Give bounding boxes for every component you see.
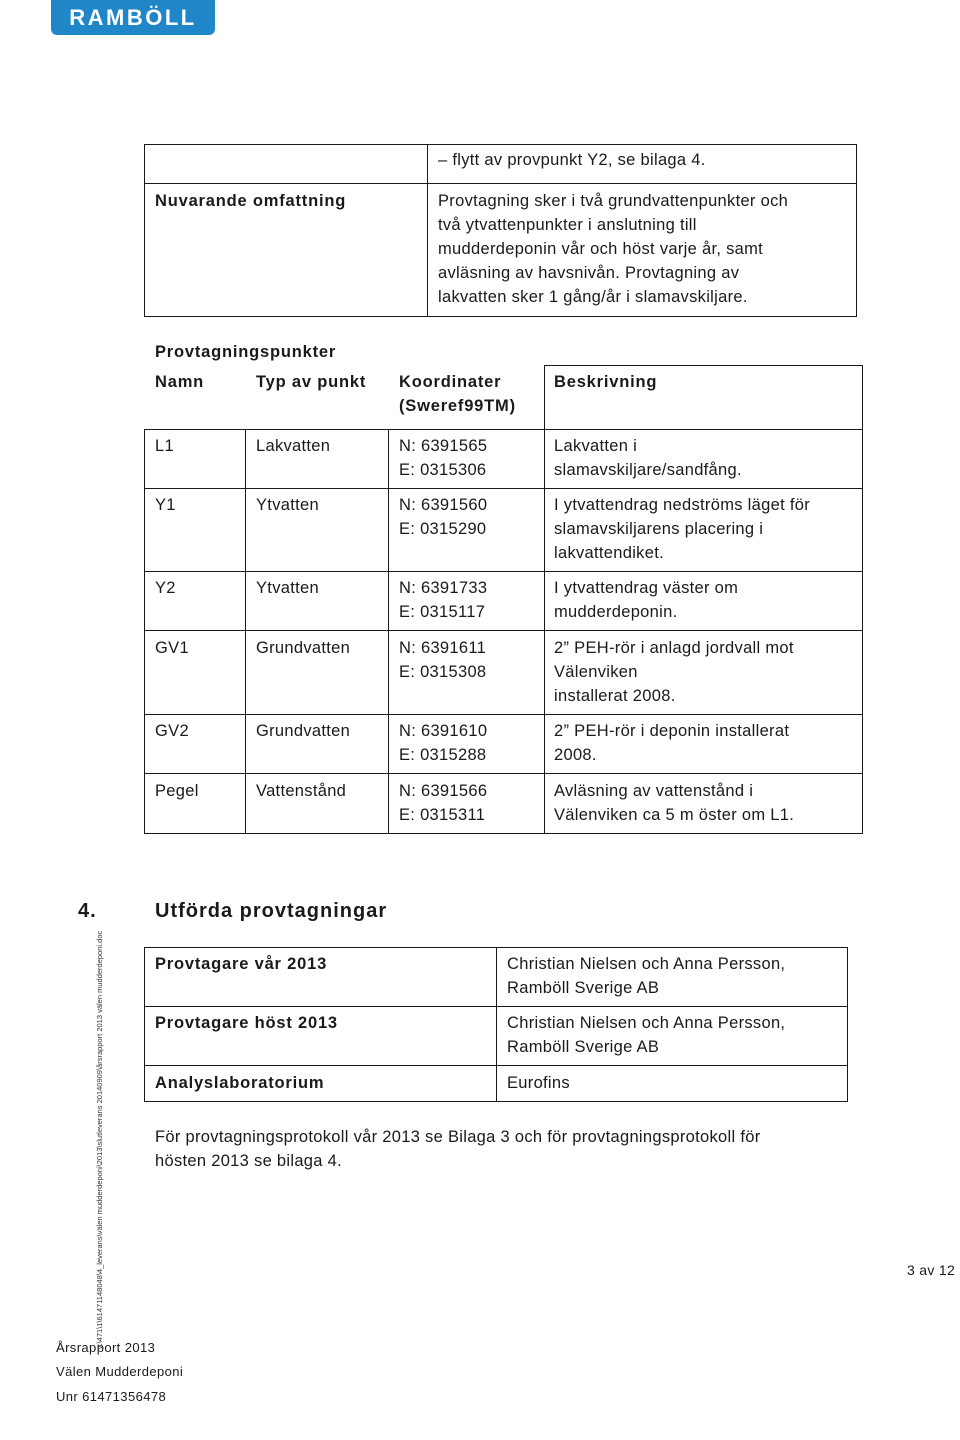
- table-row-coords: N: 6391566 E: 0315311: [399, 782, 488, 824]
- col-header-type: Typ av punkt: [256, 373, 367, 391]
- table-row-coords: N: 6391560 E: 0315290: [399, 496, 488, 538]
- scope-note: – flytt av provpunkt Y2, se bilaga 4.: [438, 151, 706, 169]
- ramboll-logo: RAMBÖLL: [51, 0, 215, 35]
- footer-project: Välen Mudderdeponi: [56, 1364, 184, 1379]
- section-number: 4.: [78, 900, 97, 922]
- table-row-coords: N: 6391610 E: 0315288: [399, 722, 488, 764]
- table-row-name: Y2: [155, 579, 176, 597]
- table-row-coords: N: 6391565 E: 0315306: [399, 437, 488, 479]
- footer-report: Årsrapport 2013: [56, 1340, 156, 1355]
- table-row-type: Vattenstånd: [256, 782, 347, 800]
- col-header-coords: Koordinater (Sweref99TM): [399, 373, 516, 415]
- table-row-name: L1: [155, 437, 174, 455]
- table-row-desc: 2” PEH-rör i deponin installerat 2008.: [554, 722, 790, 764]
- file-path: v:\471\1\61471148048\4_leverans\välen mudderdeponi\2013\slutleverans 20140909\årsrapport 2013 välen mudderdeponi.doc: [95, 930, 104, 1350]
- scope-label: Nuvarande omfattning: [155, 192, 347, 210]
- table-row-desc: I ytvattendrag väster om mudderdeponin.: [554, 579, 739, 621]
- sampler-spring-label: Provtagare vår 2013: [155, 955, 328, 973]
- points-title: Provtagningspunkter: [155, 343, 337, 361]
- table-row-coords: N: 6391611 E: 0315308: [399, 639, 487, 681]
- page-number: 3 av 12: [907, 1262, 956, 1278]
- col-header-name: Namn: [155, 373, 205, 391]
- table-row-coords: N: 6391733 E: 0315117: [399, 579, 488, 621]
- footer-number: Unr 61471356478: [56, 1389, 167, 1404]
- lab-label: Analyslaboratorium: [155, 1074, 325, 1092]
- sampler-autumn-label: Provtagare höst 2013: [155, 1014, 338, 1032]
- table-row-name: Pegel: [155, 782, 199, 800]
- scope-text: Provtagning sker i två grundvattenpunkter och två ytvattenpunkter i anslutning till mudderdeponin vår och höst varje år, samt avläsning av havsnivån. Provtagning av lakvatten sker 1 gång/år i slamavskiljare.: [438, 192, 789, 306]
- table-row-type: Ytvatten: [256, 496, 319, 514]
- sampler-autumn-value: Christian Nielsen och Anna Persson, Ramböll Sverige AB: [507, 1014, 786, 1056]
- sampler-spring-value: Christian Nielsen och Anna Persson, Ramböll Sverige AB: [507, 955, 786, 997]
- table-row-desc: I ytvattendrag nedströms läget för slamavskiljarens placering i lakvattendiket.: [554, 496, 810, 562]
- table-row-desc: Lakvatten i slamavskiljare/sandfång.: [554, 437, 742, 479]
- section-title: Utförda provtagningar: [155, 900, 388, 922]
- protocol-note: För provtagningsprotokoll vår 2013 se Bilaga 3 och för provtagningsprotokoll för hösten 2013 se bilaga 4.: [155, 1128, 761, 1170]
- lab-value: Eurofins: [507, 1074, 570, 1092]
- table-row-name: Y1: [155, 496, 176, 514]
- table-row-type: Lakvatten: [256, 437, 331, 455]
- table-row-type: Grundvatten: [256, 722, 351, 740]
- table-row-desc: Avläsning av vattenstånd i Välenviken ca 5 m öster om L1.: [554, 782, 795, 824]
- table-row-type: Ytvatten: [256, 579, 319, 597]
- table-row-name: GV2: [155, 722, 189, 740]
- col-header-desc: Beskrivning: [554, 373, 658, 391]
- table-row-name: GV1: [155, 639, 189, 657]
- table-row-desc: 2” PEH-rör i anlagd jordvall mot Välenviken installerat 2008.: [554, 639, 794, 705]
- table-row-type: Grundvatten: [256, 639, 351, 657]
